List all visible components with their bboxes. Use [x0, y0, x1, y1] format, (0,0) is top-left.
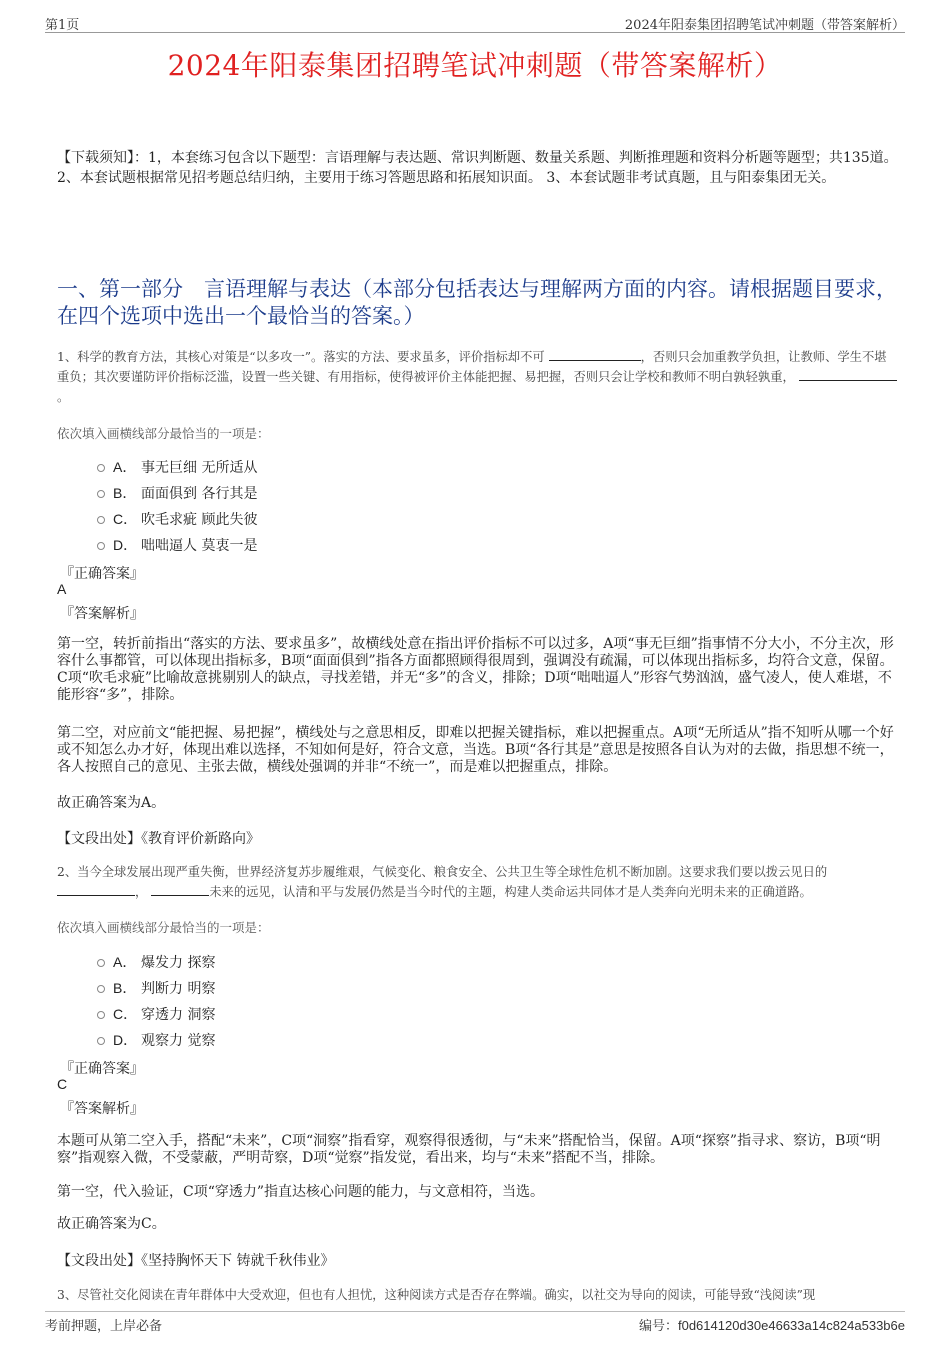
q1-option-b[interactable]: B． 面面俱到 各行其是 [97, 483, 257, 503]
question-3-stem: 3、尽管社交化阅读在青年群体中大受欢迎，但也有人担忧，这种阅读方式是否存在弊端。确实，以社交为导向的阅读，可能导致“浅阅读”现 [57, 1288, 816, 1302]
footer-code-value: f0d614120d30e46633a14c824a533b6e [677, 1318, 905, 1333]
q2-analysis-paragraph-2: 第一空，代入验证，C项“穿透力”指直达核心问题的能力，与文意相符，当选。 [57, 1184, 545, 1200]
q1-stem-part-a: 1、科学的教育方法，其核心对策是“以多攻一”。落实的方法、要求虽多，评价指标却不可 [57, 350, 545, 364]
document-title: 2024年阳泰集团招聘笔试冲刺题（带答案解析） [167, 49, 783, 82]
radio-icon[interactable] [97, 490, 105, 498]
q1-analysis-paragraph-2: 第二空，对应前文“能把握、易把握”，横线处与之意思相反，即难以把握关键指标，难以把握重点。A项“无所适从”指不知听从哪一个好或不知怎么办才好，体现出难以选择，不知如何是好，符合文意，当选。B项“各行其是”意思是按照各自认为对的去做，指思想不统一，各人按照自己的意见、主张去做，横线处强调的并非“不统一”，而是难以把握重点，排除。 [57, 725, 894, 775]
q2-option-c[interactable]: C． 穿透力 洞察 [97, 1004, 215, 1024]
q2-answer-label: 『正确答案』 [60, 1061, 144, 1077]
q1-blank-1 [549, 348, 641, 361]
q1-blank-2 [799, 368, 897, 381]
q2-source: 【文段出处】《坚持胸怀天下 铸就千秋伟业》 [57, 1253, 335, 1269]
radio-icon[interactable] [97, 542, 105, 550]
q1-option-d[interactable]: D． 咄咄逼人 莫衷一是 [97, 535, 257, 555]
download-notice: 【下载须知】：1，本套练习包含以下题型：言语理解与表达题、常识判断题、数量关系题、判断推理题和资料分析题等题型；共135道。 2、本套试题根据常见招考题总结归纳，主要用于练习答题思路和拓展知识面。 3、本套试题非考试真题，且与阳泰集团无关。 [57, 150, 898, 186]
q1-prompt: 依次填入画横线部分最恰当的一项是： [57, 426, 270, 441]
footer-slogan: 考前押题，上岸必备 [45, 1319, 163, 1334]
q1-option-c[interactable]: C． 吹毛求疵 顾此失彼 [97, 509, 257, 529]
q1-answer: A [57, 581, 67, 597]
q2-blank-2 [151, 883, 209, 896]
q2-option-b[interactable]: B． 判断力 明察 [97, 978, 215, 998]
q2-prompt: 依次填入画横线部分最恰当的一项是： [57, 920, 270, 935]
q1-source: 【文段出处】《教育评价新路向》 [57, 831, 260, 847]
q1-answer-label: 『正确答案』 [60, 566, 144, 582]
q2-answer: C [57, 1076, 68, 1092]
page-footer [45, 1311, 905, 1333]
question-1-stem [57, 347, 898, 407]
q2-conclusion: 故正确答案为C。 [57, 1216, 166, 1232]
q2-blank-1 [57, 883, 135, 896]
q2-option-a[interactable]: A． 爆发力 探察 [97, 952, 215, 972]
radio-icon[interactable] [97, 464, 105, 472]
radio-icon[interactable] [97, 1037, 105, 1045]
page-header [45, 14, 905, 33]
radio-icon[interactable] [97, 516, 105, 524]
q1-conclusion: 故正确答案为A。 [57, 795, 166, 811]
q1-analysis-paragraph-1: 第一空，转折前指出“落实的方法、要求虽多”，故横线处意在指出评价指标不可以过多，A项“事无巨细”指事情不分大小，不分主次，形容什么事都管，可以体现出指标多，B项“面面俱到”指各方面都照顾得很周到，强调没有疏漏，可以体现出指标多，均符合文意，保留。C项“吹毛求疵”比喻故意挑剔别人的缺点，寻找差错，并无“多”的含义，排除；D项“咄咄逼人”形容气势汹汹，盛气凌人，使人难堪，不能形容“多”，排除。 [57, 636, 894, 703]
q2-stem-part-b: ， [135, 885, 148, 899]
radio-icon[interactable] [97, 959, 105, 967]
q2-stem-part-a: 2、当今全球发展出现严重失衡，世界经济复苏步履维艰，气候变化、粮食安全、公共卫生等全球性危机不断加剧。这要求我们要以拨云见日的 [57, 865, 828, 879]
page-number-label: 第1页 [45, 18, 80, 33]
q2-option-d[interactable]: D． 观察力 觉察 [97, 1030, 215, 1050]
section-heading: 一、第一部分 言语理解与表达（本部分包括表达与理解两方面的内容。请根据题目要求，在四个选项中选出一个最恰当的答案。） [57, 277, 897, 328]
footer-code-label: 编号： [638, 1319, 678, 1334]
q1-stem-part-b: ，否则只会加重教学负担，让教师、学生不堪重负；其次要谨防评价指标泛滥，设置一些关键、有用指标，使得被评价主体能把握、易把握，否则只会让学校和教师不明白孰轻孰重， [57, 350, 887, 384]
header-doc-title: 2024年阳泰集团招聘笔试冲刺题（带答案解析） [624, 18, 905, 33]
q2-analysis-paragraph-1: 本题可从第二空入手，搭配“未来”，C项“洞察”指看穿，观察得很透彻，与“未来”搭配恰当，保留。A项“探察”指寻求、察访，B项“明察”指观察入微，不受蒙蔽，严明苛察，D项“觉察”指发觉，看出来，均与“未来”搭配不当，排除。 [57, 1133, 881, 1166]
q1-analysis-label: 『答案解析』 [60, 606, 144, 622]
radio-icon[interactable] [97, 1011, 105, 1019]
footer-code [639, 1315, 905, 1334]
q2-analysis-label: 『答案解析』 [60, 1101, 144, 1117]
q1-stem-part-c: 。 [57, 390, 70, 404]
radio-icon[interactable] [97, 985, 105, 993]
question-2-stem [57, 862, 898, 902]
q2-stem-part-c: 未来的远见，认清和平与发展仍然是当今时代的主题，构建人类命运共同体才是人类奔向光明未来的正确道路。 [209, 885, 812, 899]
q1-option-a[interactable]: A． 事无巨细 无所适从 [97, 457, 257, 477]
